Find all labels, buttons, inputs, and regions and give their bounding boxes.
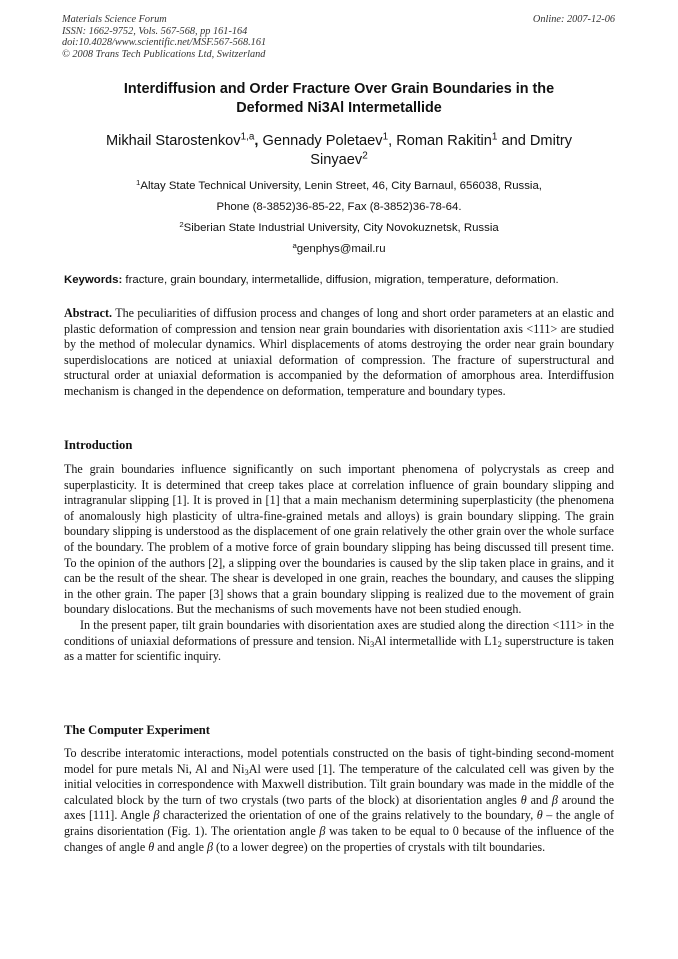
text-span: Al were used [1]. The temperature of the calculated cell was given by the initial velocities in correspondence with Maxwell distribution. Tilt grain boundary was made in the middle of the calculated block by the turn of two crystals (two parts of the block) at disorientation angles — [64, 761, 614, 807]
subscript: 2 — [497, 638, 502, 649]
affil-marker: a — [292, 240, 297, 250]
beta-symbol: β — [319, 823, 326, 838]
affiliation-2 — [60, 218, 618, 239]
abstract — [64, 306, 614, 400]
author-name: Roman Rakitin — [396, 133, 492, 149]
author-list: Mikhail Starostenkov$^{1,a}$, Gennady Poletaev$^1$, Roman Rakitin$^1$ and Dmitry Sinyaev$^2$ — [105, 131, 573, 168]
keywords-text: fracture, grain boundary, intermetallide, diffusion, migration, temperature, deformation. — [122, 274, 559, 286]
abstract-text: The peculiarities of diffusion process and changes of long and short order parameters at an elastic and plastic deformation of compression and tension near grain boundaries with disorientation axis <111> are studied by the method of molecular dynamics. Whirl displacements of atoms destroying the order near grain boundary superdislocations are noticed at uniaxial deformation of compression. The fracture of superstructural and structural order at uniaxial deformation is accompanied by the deformation of amorphous area. Interdiffusion mechanism is changed in the dependence on deformation, temperature and boundary types. — [64, 306, 614, 398]
text-span: To describe interatomic interactions, model potentials constructed on the basis of tight-binding second-moment model for pure metals Ni, Al and Ni — [64, 746, 614, 776]
copyright-line: © 2008 Trans Tech Publications Ltd, Switzerland — [62, 48, 266, 60]
keywords-label: Keywords: — [64, 274, 123, 286]
journal-name: Materials Science Forum — [62, 14, 167, 25]
email-text: genphys@mail.ru — [296, 243, 386, 255]
text-span: – the angle of grains disorientation (Fig. 1). The orientation angle — [64, 808, 614, 838]
introduction-heading: Introduction — [64, 438, 133, 452]
text-span: characterized the orientation of one of the grains relatively to the boundary, — [159, 808, 537, 823]
text-span: Al intermetallide with L1 — [374, 633, 498, 648]
affiliation-1 — [60, 176, 618, 197]
abstract-label: Abstract. — [64, 306, 113, 320]
experiment-paragraph-1 — [64, 746, 614, 855]
theta-symbol: θ — [520, 792, 527, 807]
subscript: 3 — [244, 766, 249, 777]
paper-title — [60, 80, 618, 118]
text-span: and — [526, 792, 552, 807]
introduction-paragraph-2 — [64, 618, 614, 665]
text-span: In the present paper, tilt grain boundaries with disorientation axes are studied along the direction <111> in the conditions of uniaxial deformations of pressure and tension. Ni — [64, 617, 614, 648]
affiliations — [60, 176, 618, 260]
author-affil-marker: 1 — [491, 131, 498, 143]
affil-marker: 2 — [179, 219, 184, 229]
affil-marker: 1 — [136, 177, 141, 187]
author-affil-marker: 2 — [362, 150, 368, 162]
text-span: was taken to be equal to 0 because of the influence of the changes of angle — [64, 823, 614, 854]
theta-symbol: θ — [536, 808, 543, 823]
author-name: Mikhail Starostenkov — [105, 133, 241, 149]
affiliation-1-phone: Phone (8-3852)36-85-22, Fax (8-3852)36-78-64. — [216, 201, 462, 213]
introduction-paragraph-1: The grain boundaries influence significantly on such important phenomena of polycrystals as creep and superplasticity. It is determined that creep takes place at correlation influence of grain boundary slipping and intragranular slipping [1]. It is proved in [1] that a main mechanism determining superplasticity (the phenomena of anomalously high plasticity of ultra-fine-grained metals and alloys) is grain boundary slipping. The grain boundary slipping is understood as the displacement of one grain relatively the other grain over the whole surface of the boundary. The problem of a motive force of grain boundary slipping has being discussed till present time. To the opinion of the authors [2], a slipping over the boundaries is caused by the slip taken place in grains, and it can be the result of the shear. The shear is developed in one grain, reaches the boundary, and causes the slipping in the other grain. The paper [3] shows that a grain boundary slipping is realized due to the movement of grain boundary dislocations. But the mechanisms of such movements have not been studied enough. — [64, 462, 614, 617]
beta-symbol: β — [206, 839, 214, 854]
issn-line: ISSN: 1662-9752, Vols. 567-568, pp 161-164 — [62, 25, 248, 37]
affil-text: Siberian State Industrial University, City Novokuznetsk, Russia — [183, 222, 499, 234]
contact-email — [60, 239, 618, 260]
subscript: 3 — [369, 638, 375, 649]
beta-symbol: β — [153, 808, 160, 823]
author-conjunction: and Dmitry — [497, 133, 573, 149]
affil-text: Altay State Technical University, Lenin Street, 46, City Barnaul, 656038, Russia, — [140, 180, 542, 192]
text-span: superstructure is taken as a matter for scientific inquiry. — [64, 633, 614, 664]
author-affil-marker: 1,a — [240, 131, 255, 143]
title-line-1: Interdiffusion and Order Fracture Over Grain Boundaries in the — [123, 81, 555, 97]
introduction-body — [64, 462, 614, 665]
text-span: (to a lower degree) on the properties of crystals with tilt boundaries. — [213, 839, 546, 854]
experiment-heading: The Computer Experiment — [64, 723, 210, 737]
author-name: Gennady Poletaev — [262, 133, 383, 149]
author-name: Sinyaev — [310, 151, 363, 168]
text-span: and angle — [154, 839, 207, 854]
keywords — [64, 273, 620, 288]
title-line-2: Deformed Ni3Al Intermetallide — [236, 100, 442, 116]
doi-line: doi:10.4028/www.scientific.net/MSF.567-568.161 — [62, 37, 267, 49]
journal-header — [62, 14, 266, 60]
experiment-body — [64, 746, 614, 855]
author-affil-marker: 1 — [382, 131, 389, 143]
online-date: Online: 2007-12-06 — [532, 14, 615, 25]
beta-symbol: β — [551, 792, 558, 807]
theta-symbol: θ — [148, 839, 155, 854]
text-span: around the axes [111]. Angle — [64, 792, 615, 823]
